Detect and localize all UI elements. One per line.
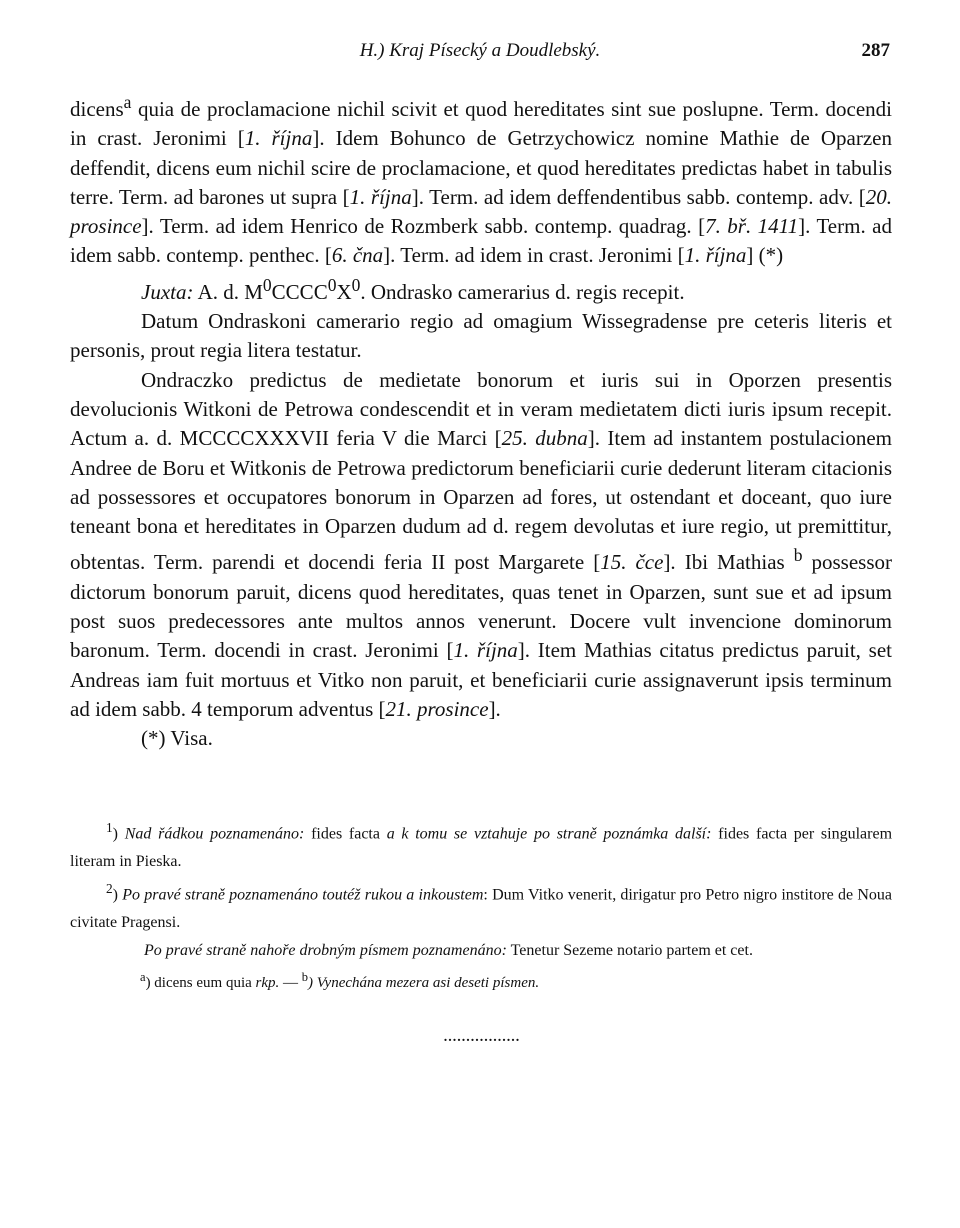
page-header — [70, 40, 890, 70]
footnote-mark-a: a — [123, 92, 132, 112]
date-note: 21. prosince — [385, 696, 489, 721]
paragraph-4: Ondraczko predictus de medietate bonorum et iuris sui in Oporzen presentis devolucionis Witkoni de Petrowa condescendit et in veram medietatem dicti iuris ipsum recepit. Actum a. d. MCCCCXXXVII feria V die Marci [25. dubna]. Item ad instantem postulacionem Andree de Boru et Witkonis de Petrowa predictorum beneficiarii curie dederunt literam citacionis ad possessores et occupatores bonorum in Oparzen ad fores, ut ostendant et doceant, quo iure teneant bona et hereditates in Oparzen dudum ad d. regem devolutas et iure regio, ut premittitur, obtentas. Term. parendi et docendi feria II post Margarete [15. čce]. Ibi Mathias $^b$ possessor dictorum bonorum paruit, dicens quod hereditates, quas tenet in Oparzen, sunt sue et ad ipsum post suos predecessores ante multos annos venerunt. Docere vult invencione dominorum baronum. Term. docendi in crast. Jeronimi [1. října]. Item Mathias citatus predictus paruit, set Andreas iam fuit mortuus et Vitko non paruit, et beneficiarii curie assignaverunt ipsis terminum ad idem sabb. 4 temporum adventus [21. prosince]. — [70, 367, 893, 721]
juxta-label: Juxta: — [141, 279, 194, 304]
paragraph-2: Juxta: A. d. $M^0CCCC^0X^0$. Ondrasko camerarius d. regis recepit. — [141, 274, 685, 304]
footnote-mark-b: b — [793, 545, 803, 566]
paragraph-visa: (*) Visa. — [141, 726, 213, 751]
date-note: 1. října — [453, 638, 518, 663]
date-note: 7. bř. 1411 — [705, 214, 799, 239]
footnote-letters: $^a$) dicens eum quia rkp. — $^b$) Vynechána mezera asi deseti písmen. — [140, 970, 540, 992]
date-note: 6. čna — [331, 243, 384, 268]
paragraph-1: dicens$^a$ quia de proclamacione nichil scivit et quod hereditates sint sue poslupne. Term. docendi in crast. Jeronimi [1. října]. Idem Bohunco de Getrzychowicz nomine Mathie de Oparzen deffendit, dicens eum nichil scire de proclamacione, et quod hereditates predictas habet in tabulis terre. Term. ad barones ut supra [1. října]. Term. ad idem deffendentibus sabb. contemp. adv. [20. prosince]. Term. ad idem Henrico de Rozmberk sabb. contemp. quadrag. [7. bř. 1411]. Term. ad idem sabb. contemp. penthec. [6. čna]. Term. ad idem in crast. Jeronimi [1. října] (*) — [70, 92, 892, 268]
dotted-separator: ................. — [443, 1030, 521, 1045]
running-title: H.) Kraj Písecký a Doudlebský. — [359, 40, 601, 61]
footnotes — [70, 814, 892, 998]
date-note: 1. října — [349, 184, 412, 209]
date-note: 1. října — [244, 126, 313, 151]
page-number: 287 — [861, 40, 890, 61]
paragraph-3: Datum Ondraskoni camerario regio ad omagium Wissegradense pre ceteris literis et personis, prout regia litera testatur. — [70, 309, 892, 363]
main-text — [70, 88, 892, 754]
footnote-1: $^1$) Nad řádkou poznamenáno: fides facta a k tomu se vztahuje po straně poznámka další: fides facta per singularem literam in Pieska. — [70, 820, 893, 870]
date-note: 1. října — [684, 243, 747, 268]
footnote-2: $^2$) Po pravé straně poznamenáno toutéž rukou a inkoustem: Dum Vitko venerit, dirigatur pro Petro nigro institore de Noua civitate Pragensi. — [70, 881, 893, 932]
date-note: 20. prosince — [70, 184, 892, 239]
date-note: 25. dubna — [501, 426, 588, 451]
footnote-3: Po pravé straně nahoře drobným písmem poznamenáno: Tenetur Sezeme notario partem et cet. — [144, 941, 753, 959]
date-note: 15. čce — [600, 550, 664, 575]
